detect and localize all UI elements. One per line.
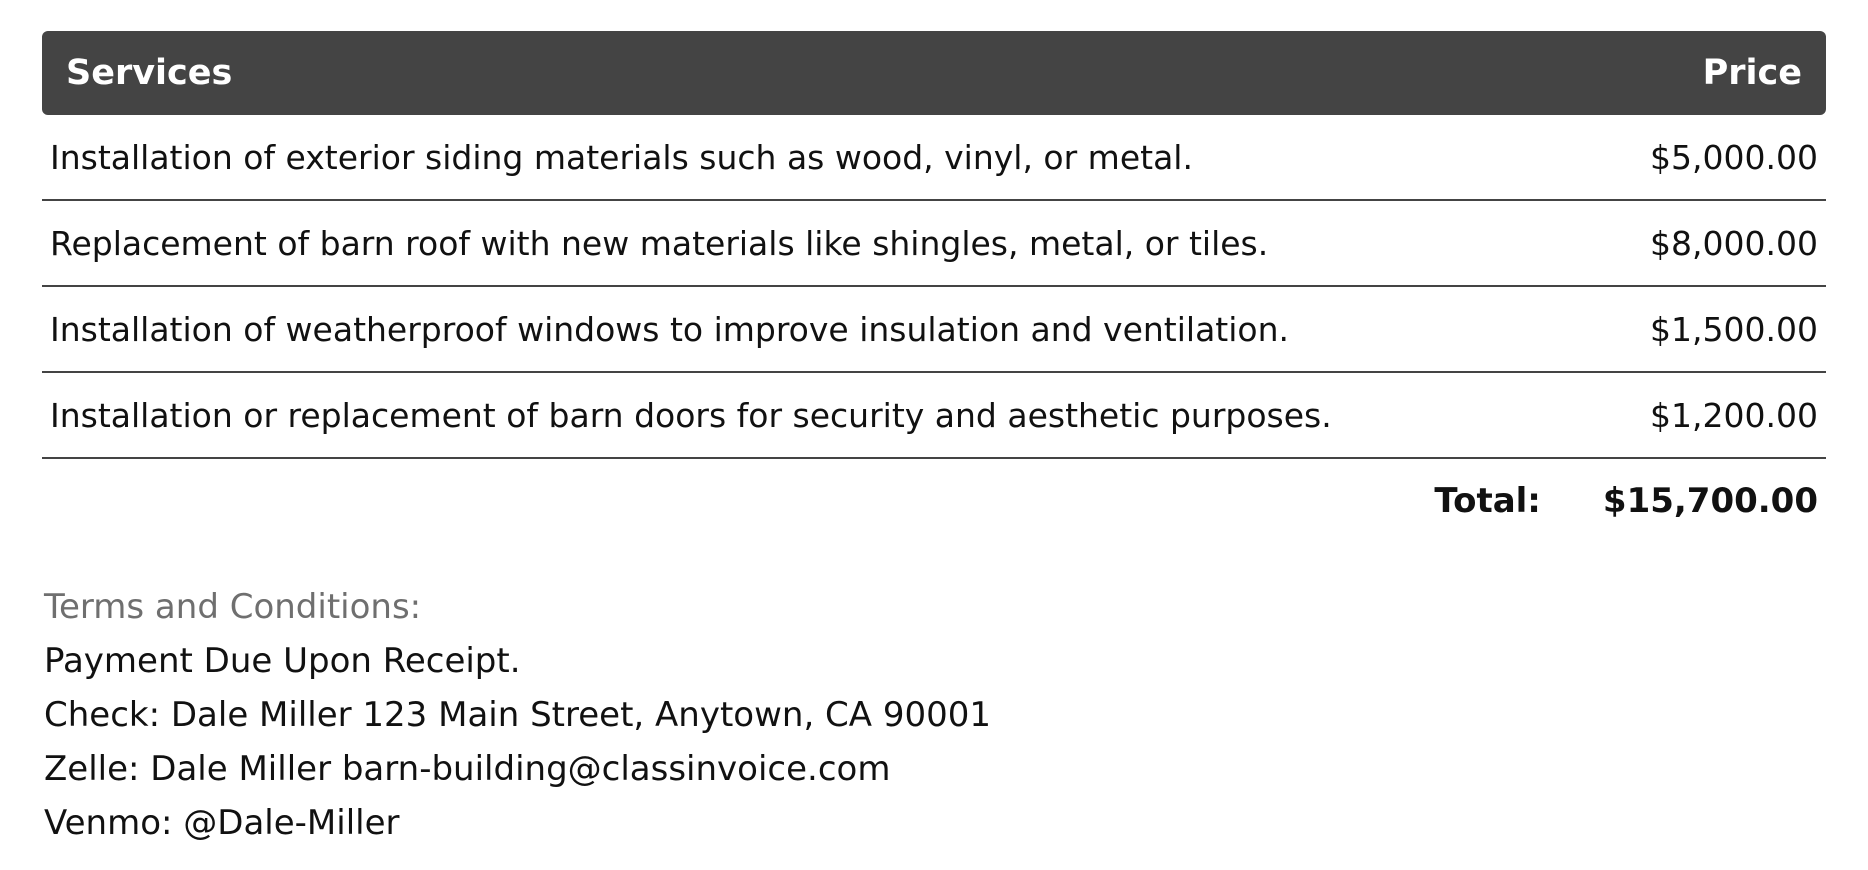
services-column-header: Services xyxy=(66,53,233,93)
table-header xyxy=(42,31,1826,115)
total-row xyxy=(42,459,1826,543)
price-column-header: Price xyxy=(1702,53,1802,93)
total-value: $15,700.00 xyxy=(1602,481,1818,521)
terms-line-venmo: Venmo: @Dale-Miller xyxy=(44,803,400,843)
table-row xyxy=(42,287,1826,373)
table-row xyxy=(42,373,1826,459)
table-row xyxy=(42,201,1826,287)
terms-line-payment: Payment Due Upon Receipt. xyxy=(44,641,521,681)
service-description: Installation of exterior siding materials such as wood, vinyl, or metal. xyxy=(50,137,1193,177)
service-price: $8,000.00 xyxy=(1650,223,1818,263)
service-price: $1,500.00 xyxy=(1650,309,1818,349)
service-description: Installation of weatherproof windows to improve insulation and ventilation. xyxy=(50,309,1289,349)
terms-heading: Terms and Conditions: xyxy=(44,587,422,627)
terms-section xyxy=(44,580,991,850)
service-price: $5,000.00 xyxy=(1650,137,1818,177)
services-table xyxy=(42,31,1826,543)
service-price: $1,200.00 xyxy=(1650,395,1818,435)
terms-line-check: Check: Dale Miller 123 Main Street, Anytown, CA 90001 xyxy=(44,695,992,735)
total-label: Total: xyxy=(1434,481,1541,521)
terms-line-zelle: Zelle: Dale Miller barn-building@classinvoice.com xyxy=(44,749,891,789)
table-row xyxy=(42,115,1826,201)
service-description: Replacement of barn roof with new materials like shingles, metal, or tiles. xyxy=(50,223,1269,263)
service-description: Installation or replacement of barn doors for security and aesthetic purposes. xyxy=(50,395,1332,435)
